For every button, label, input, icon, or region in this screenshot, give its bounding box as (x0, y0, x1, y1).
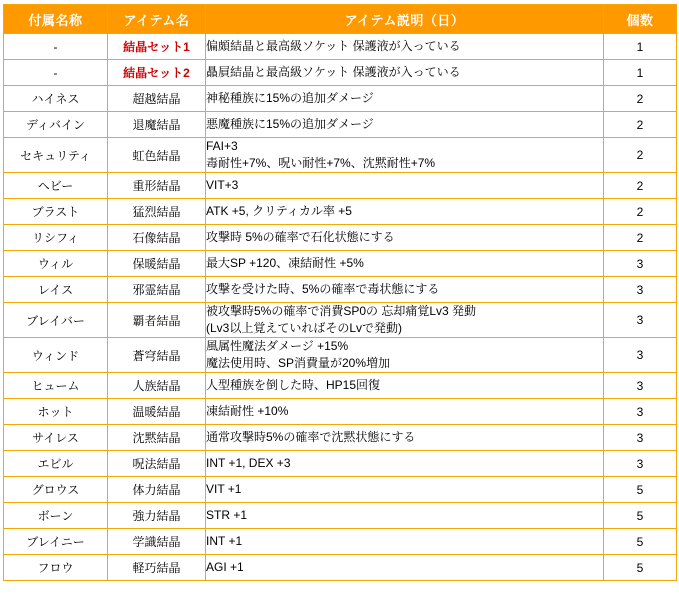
cell-description (206, 199, 604, 225)
cell-description (206, 399, 604, 425)
cell-description (206, 34, 604, 60)
table-row (4, 34, 677, 60)
cell-item-name: 体力結晶 (108, 477, 206, 503)
cell-count: 3 (604, 277, 677, 303)
table-body (4, 34, 677, 581)
table-row (4, 425, 677, 451)
cell-count: 2 (604, 86, 677, 112)
description-line: 最大SP +120、凍結耐性 +5% (206, 256, 364, 270)
cell-count: 5 (604, 555, 677, 581)
cell-item-name: 猛烈結晶 (108, 199, 206, 225)
description-line: 攻撃時 5%の確率で石化状態にする (206, 230, 395, 244)
description-line: STR +1 (206, 508, 248, 522)
table-row (4, 555, 677, 581)
cell-attribute: ヒューム (4, 373, 108, 399)
cell-description (206, 225, 604, 251)
table-row (4, 251, 677, 277)
table-row (4, 277, 677, 303)
cell-description (206, 503, 604, 529)
item-attribute-table (3, 4, 677, 581)
cell-item-name: 軽巧結晶 (108, 555, 206, 581)
description-line: 偏頗結晶と最高級ソケット 保護液が入っている (206, 39, 461, 53)
cell-description (206, 277, 604, 303)
cell-attribute: レイス (4, 277, 108, 303)
description-line: 通常攻撃時5%の確率で沈黙状態にする (206, 430, 416, 444)
cell-attribute: ディバイン (4, 112, 108, 138)
cell-attribute: ブレイニー (4, 529, 108, 555)
cell-description (206, 173, 604, 199)
cell-count: 3 (604, 303, 677, 338)
cell-description (206, 555, 604, 581)
table-row (4, 173, 677, 199)
table-row (4, 399, 677, 425)
description-line: 魔法使用時、SP消費量が20%増加 (206, 356, 391, 370)
cell-count: 2 (604, 112, 677, 138)
cell-description (206, 303, 604, 338)
cell-count: 2 (604, 173, 677, 199)
table-row (4, 529, 677, 555)
description-line: VIT +1 (206, 482, 242, 496)
cell-item-name: 覇者結晶 (108, 303, 206, 338)
cell-count: 3 (604, 425, 677, 451)
cell-item-name: 呪法結晶 (108, 451, 206, 477)
table-header (4, 5, 677, 34)
description-line: 毒耐性+7%、呪い耐性+7%、沈黙耐性+7% (206, 156, 436, 170)
description-line: 風属性魔法ダメージ +15% (206, 339, 349, 353)
table-row (4, 225, 677, 251)
cell-count: 3 (604, 251, 677, 277)
column-header-count: 個数 (604, 5, 677, 34)
description-line: 凍結耐性 +10% (206, 404, 289, 418)
table-row (4, 112, 677, 138)
cell-count: 1 (604, 60, 677, 86)
cell-description (206, 60, 604, 86)
table-row (4, 199, 677, 225)
cell-count: 2 (604, 225, 677, 251)
cell-description (206, 338, 604, 373)
table-row (4, 338, 677, 373)
cell-item-name: 蒼穹結晶 (108, 338, 206, 373)
cell-item-name: 虹色結晶 (108, 138, 206, 173)
cell-description (206, 86, 604, 112)
cell-attribute: ヘビー (4, 173, 108, 199)
cell-item-name: 沈黙結晶 (108, 425, 206, 451)
column-header-description: アイテム説明（日） (206, 5, 604, 34)
cell-attribute: ブラスト (4, 199, 108, 225)
table-row (4, 60, 677, 86)
table-row (4, 303, 677, 338)
description-line: 人型種族を倒した時、HP15回復 (206, 378, 381, 392)
cell-attribute: - (4, 60, 108, 86)
cell-count: 3 (604, 451, 677, 477)
column-header-attribute: 付属名称 (4, 5, 108, 34)
cell-attribute: ウィル (4, 251, 108, 277)
table-row (4, 373, 677, 399)
cell-description (206, 251, 604, 277)
cell-count: 5 (604, 477, 677, 503)
cell-description (206, 451, 604, 477)
cell-item-name: 石像結晶 (108, 225, 206, 251)
cell-description (206, 425, 604, 451)
cell-count: 5 (604, 503, 677, 529)
cell-count: 3 (604, 338, 677, 373)
cell-attribute: ブレイバー (4, 303, 108, 338)
cell-item-name: 邪霊結晶 (108, 277, 206, 303)
cell-attribute: ウィンド (4, 338, 108, 373)
description-line: 神秘種族に15%の追加ダメージ (206, 91, 374, 105)
cell-description (206, 529, 604, 555)
cell-count: 5 (604, 529, 677, 555)
cell-item-name: 学識結晶 (108, 529, 206, 555)
cell-item-name: 保暖結晶 (108, 251, 206, 277)
cell-item-name: 退魔結晶 (108, 112, 206, 138)
cell-item-name: 結晶セット1 (108, 34, 206, 60)
cell-attribute: エビル (4, 451, 108, 477)
table-row (4, 477, 677, 503)
description-line: FAI+3 (206, 139, 238, 153)
cell-attribute: ホット (4, 399, 108, 425)
cell-attribute: セキュリティ (4, 138, 108, 173)
table-row (4, 503, 677, 529)
cell-attribute: フロウ (4, 555, 108, 581)
cell-attribute: リシフィ (4, 225, 108, 251)
table-header-row (4, 5, 677, 34)
cell-item-name: 人族結晶 (108, 373, 206, 399)
cell-attribute: サイレス (4, 425, 108, 451)
description-line: ATK +5, クリティカル率 +5 (206, 204, 352, 218)
cell-attribute: - (4, 34, 108, 60)
cell-count: 2 (604, 138, 677, 173)
description-line: (Lv3以上覚えていればそのLvで発動) (206, 321, 403, 335)
cell-item-name: 強力結晶 (108, 503, 206, 529)
cell-description (206, 373, 604, 399)
description-line: 悪魔種族に15%の追加ダメージ (206, 117, 374, 131)
cell-count: 3 (604, 373, 677, 399)
description-line: 贔屓結晶と最高級ソケット 保護液が入っている (206, 65, 461, 79)
cell-count: 3 (604, 399, 677, 425)
cell-description (206, 477, 604, 503)
description-line: 攻撃を受けた時、5%の確率で毒状態にする (206, 282, 440, 296)
cell-description (206, 138, 604, 173)
cell-attribute: ハイネス (4, 86, 108, 112)
cell-count: 1 (604, 34, 677, 60)
description-line: INT +1, DEX +3 (206, 456, 291, 470)
cell-count: 2 (604, 199, 677, 225)
description-line: VIT+3 (206, 178, 239, 192)
description-line: AGI +1 (206, 560, 244, 574)
cell-item-name: 超越結晶 (108, 86, 206, 112)
cell-attribute: ボーン (4, 503, 108, 529)
table-row (4, 86, 677, 112)
description-line: INT +1 (206, 534, 243, 548)
cell-item-name: 温暖結晶 (108, 399, 206, 425)
table-row (4, 138, 677, 173)
cell-item-name: 重形結晶 (108, 173, 206, 199)
description-line: 被攻撃時5%の確率で消費SP0の 忘却痛覚Lv3 発動 (206, 304, 477, 318)
cell-item-name: 結晶セット2 (108, 60, 206, 86)
table-row (4, 451, 677, 477)
column-header-item-name: アイテム名 (108, 5, 206, 34)
cell-attribute: グロウス (4, 477, 108, 503)
cell-description (206, 112, 604, 138)
